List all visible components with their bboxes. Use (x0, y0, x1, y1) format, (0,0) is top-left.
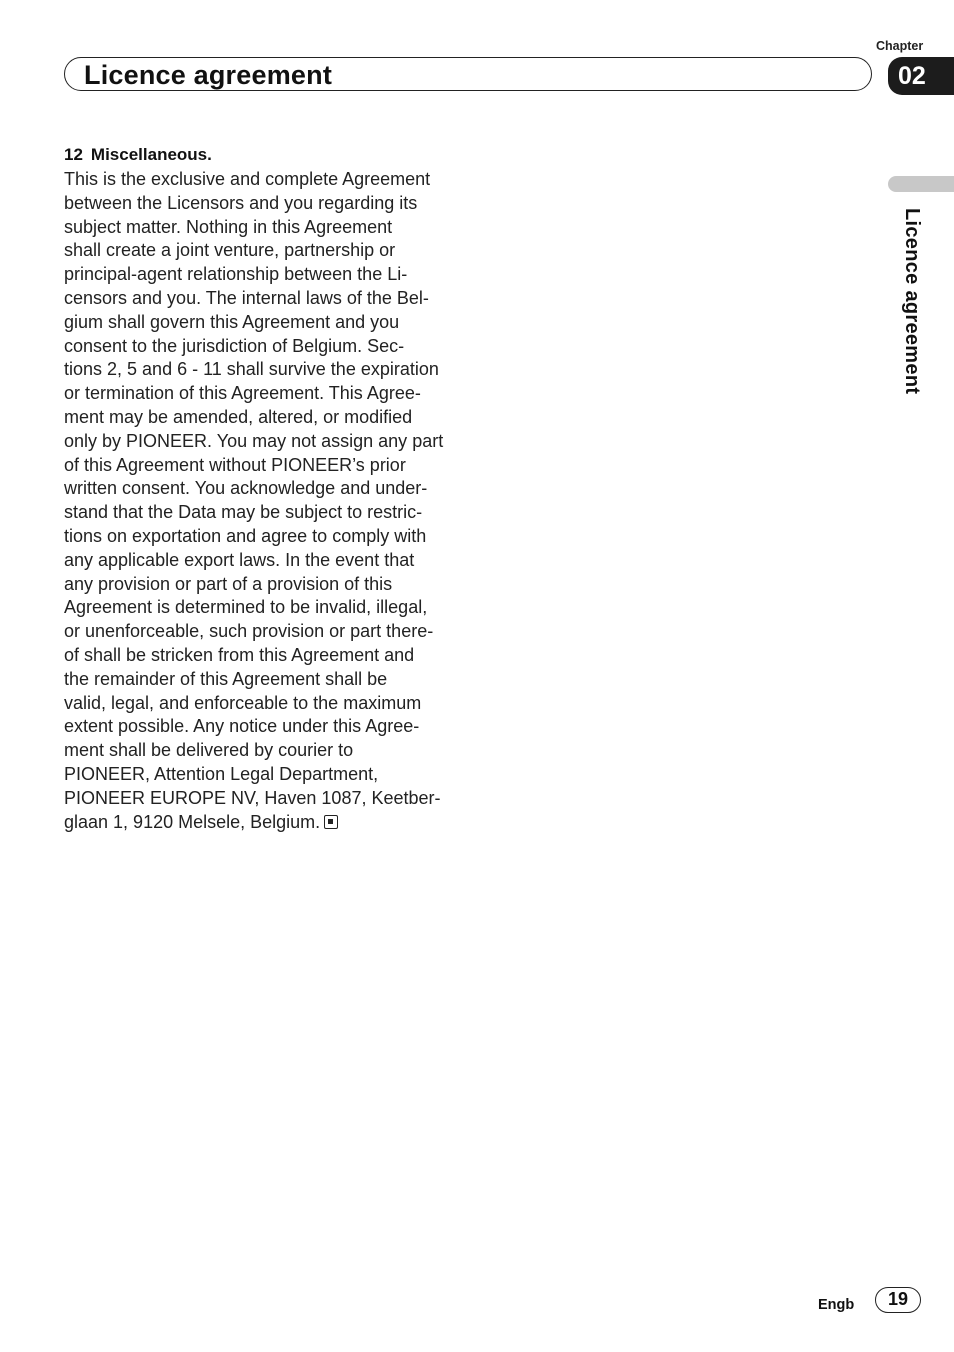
body-line: of this Agreement without PIONEER’s prior (64, 454, 406, 475)
body-line: This is the exclusive and complete Agreement (64, 169, 431, 189)
body-line: any provision or part of a provision of this (64, 573, 393, 594)
section-heading (64, 144, 456, 166)
body-line-last (64, 811, 456, 835)
body-line: PIONEER EUROPE NV, Haven 1087, Keetber- (64, 787, 441, 808)
body-line: PIONEER, Attention Legal Department, (64, 763, 379, 784)
body-line: or unenforceable, such provision or part there- (64, 621, 434, 642)
body-line: extent possible. Any notice under this Agree- (64, 716, 420, 737)
body-line: subject matter. Nothing in this Agreement (64, 216, 393, 237)
section-number: 12 (64, 145, 83, 164)
body-line: tions on exportation and agree to comply with (64, 525, 427, 546)
chapter-label: Chapter (876, 39, 924, 53)
body-line: ment shall be delivered by courier to (64, 740, 354, 761)
section-body (64, 168, 456, 834)
body-line: tions 2, 5 and 6 - 11 shall survive the expiration (64, 359, 439, 380)
main-content (64, 144, 456, 834)
body-line: or termination of this Agreement. This Agree- (64, 383, 421, 404)
body-line: between the Licensors and you regarding its (64, 192, 418, 213)
body-line: principal-agent relationship between the Li- (64, 264, 408, 285)
page-number: 19 (875, 1287, 921, 1313)
side-tab-marker (888, 176, 954, 192)
body-line: of shall be stricken from this Agreement and (64, 644, 415, 665)
footer-language: Engb (818, 1297, 855, 1313)
section-title: Miscellaneous. (90, 145, 212, 164)
body-line: censors and you. The internal laws of the Bel- (64, 287, 429, 308)
side-section-label: Licence agreement (901, 208, 923, 395)
body-line: ment may be amended, altered, or modified (64, 406, 413, 427)
body-line: valid, legal, and enforceable to the maximum (64, 692, 422, 713)
body-line: only by PIONEER. You may not assign any part (64, 430, 444, 451)
body-line: consent to the jurisdiction of Belgium. Sec- (64, 335, 405, 356)
body-line: any applicable export laws. In the event that (64, 549, 415, 570)
body-line-text: glaan 1, 9120 Melsele, Belgium. (64, 811, 321, 832)
chapter-number: 02 (898, 62, 926, 90)
body-line: Agreement is determined to be invalid, illegal, (64, 597, 428, 618)
body-line: gium shall govern this Agreement and you (64, 311, 400, 332)
body-line: written consent. You acknowledge and under- (64, 478, 428, 499)
end-of-section-icon (324, 815, 338, 829)
body-line: shall create a joint venture, partnership or (64, 240, 396, 261)
body-line: stand that the Data may be subject to restric- (64, 502, 423, 523)
page-title: Licence agreement (84, 60, 333, 90)
body-line: the remainder of this Agreement shall be (64, 668, 388, 689)
